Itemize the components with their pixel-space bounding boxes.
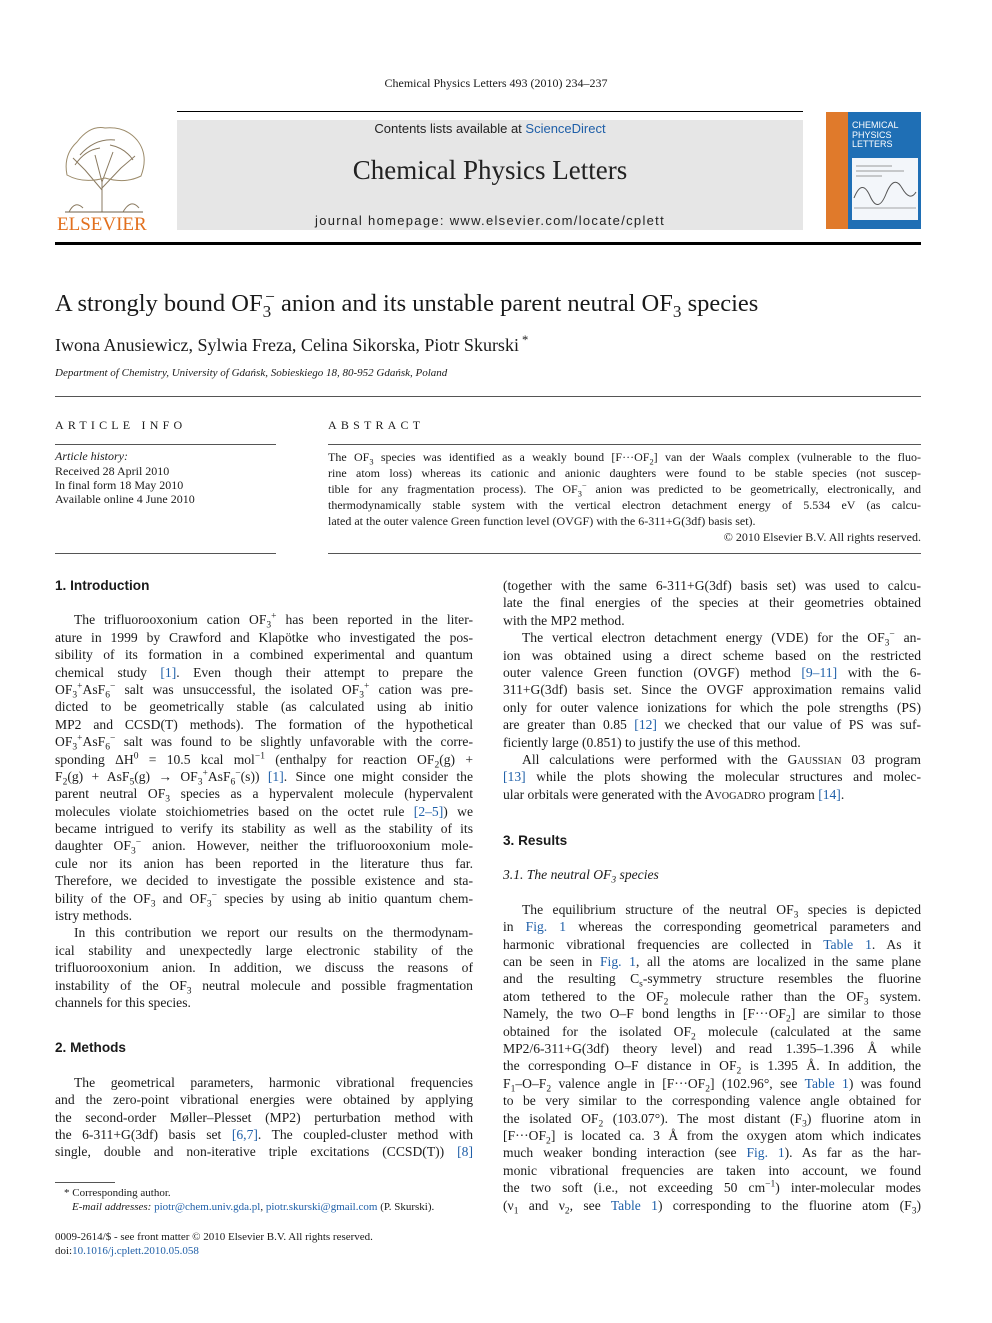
journal-title: Chemical Physics Letters xyxy=(352,155,628,185)
methods-paragraph-1 xyxy=(55,1074,473,1161)
corresponding-author-note: * Corresponding author. xyxy=(64,1187,171,1199)
left-column xyxy=(55,577,473,1161)
journal-cover xyxy=(826,112,921,229)
online-date: Available online 4 June 2010 xyxy=(55,492,195,506)
footnote-rule xyxy=(55,1182,115,1183)
intro-paragraph-1 xyxy=(55,611,473,924)
text-line: The geometrical parameters, harmonic vibrational frequencies xyxy=(74,1074,473,1090)
email-label: E-mail addresses: xyxy=(72,1201,155,1213)
article-info-bottom-rule xyxy=(55,553,276,554)
text-line: instability of the $OF_3$ neutral molecule and possible fragmentation xyxy=(55,977,473,994)
text-line: cule nor its anion has been reported in the literature thus far. xyxy=(55,855,473,871)
text-line: ficiently large (0.851) to justify the use of this method. xyxy=(503,734,801,750)
text-line: can be seen in Fig. 1, all the atoms are localized in the same plane xyxy=(503,954,921,970)
text-line: harmonic vibrational frequencies are collected in Table 1. As it xyxy=(503,936,921,952)
text-line: ular orbitals were generated with the AVOGADRO program [14]. xyxy=(503,786,845,802)
authors-text: Iwona Anusiewicz, Sylwia Freza, Celina Sikorska, Piotr Skurski xyxy=(55,335,519,355)
section-3-heading: 3. Results xyxy=(503,833,568,849)
right-column xyxy=(503,577,921,1214)
text-line: sibility of its formation in a combined experimental and quantum xyxy=(55,647,473,663)
text-line: The trifluorooxonium cation $OF_3^+$ has been reported in the liter- xyxy=(74,611,473,629)
cover-plot-icon xyxy=(852,158,918,220)
journal-citation: Chemical Physics Letters 493 (2010) 234–237 xyxy=(384,76,608,90)
text-line: (together with the same 6-311+G(3df) basis set) was used to calcu- xyxy=(503,578,921,593)
text-line: much weaker bonding interaction (see Fig. 1). As far as the har- xyxy=(503,1145,921,1161)
text-line: istry methods. xyxy=(55,908,133,924)
text-line: the second-order Møller–Plesset (MP2) perturbation method with xyxy=(55,1109,473,1125)
history-label: Article history: xyxy=(55,449,128,463)
abstract-copyright: © 2010 Elsevier B.V. All rights reserved. xyxy=(723,530,921,544)
text-line: in Fig. 1 whereas the corresponding geometrical parameters and xyxy=(503,919,921,935)
header-thick-rule xyxy=(55,242,921,245)
text-line: chemical study [1]. Even though their attempt to prepare the xyxy=(55,664,473,680)
abstract-heading: ABSTRACT xyxy=(328,418,425,432)
article-title: A strongly bound $OF_3^-$ anion and its unstable parent neutral $OF_3$ species xyxy=(55,286,759,321)
email-suffix: (P. Skurski). xyxy=(377,1201,435,1213)
email-link-2[interactable]: piotr.skurski@gmail.com xyxy=(265,1201,378,1213)
methods-paragraph-3 xyxy=(503,751,921,803)
abstract-line: rine atom loss) whereas its cationic and anionic daughters were found to be stable species (not suscep- xyxy=(328,466,921,480)
article-info-heading: ARTICLE INFO xyxy=(55,418,187,432)
text-line: All calculations were performed with the GAUSSIAN 03 program xyxy=(522,751,921,767)
text-line: monic vibrational frequencies are taken into account, we found xyxy=(503,1162,921,1178)
intro-paragraph-2 xyxy=(55,924,473,1011)
text-line: Namely, the two O–F bond lengths in $[F\cdot\cdot\cdot OF_2]$ are similar to those xyxy=(503,1006,921,1023)
cover-title: CHEMICAL PHYSICS LETTERS xyxy=(852,120,899,150)
cover-figure xyxy=(852,158,918,220)
text-line: with the MP2 method. xyxy=(503,612,625,628)
header-rule xyxy=(177,111,803,112)
abstract-line: lated at the outer valence Green function level (OVGF) with the 6-311+G(3df) basis set). xyxy=(328,514,756,528)
text-line: $F_2(g) + AsF_5(g) \to OF_3^+AsF_6^-(s)$) [1]. Since one might consider the xyxy=(55,768,473,786)
affiliation: Department of Chemistry, University of Gdańsk, Sobieskiego 18, 80-952 Gdańsk, Poland xyxy=(55,367,448,379)
text-line: daughter $OF_3^-$ anion. However, neither the trifluorooxonium mole- xyxy=(55,837,473,855)
elsevier-wordmark: ELSEVIER xyxy=(57,214,147,232)
text-line: are greater than 0.85 [12] we checked that our value of PS was suf- xyxy=(503,717,921,733)
abstract-line: tible for any fragmentation process). The $OF_3^-$ anion was predicted to be geometrically, electronically, and xyxy=(328,481,921,499)
text-line: molecules violate stoichiometries based on the octet rule [2–5]) we xyxy=(55,803,473,819)
text-line: the corresponding O–F distance in $OF_2$ is 1.395 Å. In addition, the xyxy=(503,1058,921,1075)
subsection-3-1-heading: 3.1. The neutral $OF_3$ species xyxy=(503,867,659,887)
abstract-line: The $OF_3$ species was identified as a weakly bound $[F\cdot\cdot\cdot OF_2]$ van der Waals complex (vulnerable to the fluo- xyxy=(328,450,921,467)
abstract-rule xyxy=(328,444,921,445)
text-line: channels for this species. xyxy=(55,995,191,1010)
text-line: the 6-311+G(3df) basis set [6,7]. The coupled-cluster method with xyxy=(55,1126,473,1142)
text-line: trifluorooxonium anion. In addition, we discuss the reasons of xyxy=(55,960,473,976)
email-note: E-mail addresses: piotr@chem.univ.gda.pl, piotr.skurski@gmail.com (P. Skurski). xyxy=(72,1201,435,1213)
contents-line xyxy=(177,121,803,136)
sciencedirect-link[interactable]: ScienceDirect xyxy=(525,121,606,136)
methods-paragraph-2 xyxy=(503,629,921,751)
text-line: and the resulting $C_s$-symmetry structure resembles the fluorine xyxy=(503,971,921,988)
text-line: single, double and non-iterative triple excitations (CCSD(T)) [8] xyxy=(55,1144,473,1160)
text-line: ($\nu_1$ and $\nu_2$, see Table 1) corresponding to the fluorine atom $(F_3)$ xyxy=(503,1197,921,1214)
text-line: 311+G(3df) basis set. Since the OVGF approximation remains valid xyxy=(503,682,921,698)
text-line: bility of the $OF_3$ and $OF_3^-$ species by using ab initio quantum chem- xyxy=(55,890,473,908)
doi-line xyxy=(55,1245,199,1257)
text-line: $OF_3^+AsF_6^-$ salt was found to be slightly unfavorable with the corre- xyxy=(55,733,473,751)
text-line: the two soft (i.e., not exceeding 50 $cm^{-1}$) inter-molecular modes xyxy=(503,1179,921,1196)
text-line: atom tethered to the $OF_2$ molecule rather than the $OF_3$ system. xyxy=(503,988,921,1006)
article-info-rule xyxy=(55,444,276,445)
revised-date: In final form 18 May 2010 xyxy=(55,478,184,492)
text-line: $F_1-O-F_2$ valence angle in $[F\cdot\cdot\cdot OF_2]$ (102.96°, see Table 1) was found xyxy=(503,1075,921,1093)
text-line: ature in 1999 by Crawford and Klapötke who investigated the pos- xyxy=(55,629,473,645)
abstract-bottom-rule xyxy=(328,553,921,554)
abstract-line: thermodynamically stable system with the vertical electron detachment energy of 5.534 eV (as calcu- xyxy=(328,498,921,512)
text-line: $OF_3^+AsF_6^-$ salt was unsuccessful, the isolated $OF_3^+$ cation was pre- xyxy=(55,681,473,699)
text-line: [13] while the plots showing the molecular structures and molec- xyxy=(503,769,921,785)
corresponding-mark[interactable]: * xyxy=(521,333,529,347)
methods-paragraph-cont xyxy=(503,577,921,629)
text-line: obtained for the isolated $OF_2$ molecule (calculated at the same xyxy=(503,1023,921,1041)
doi-link[interactable]: 10.1016/j.cplett.2010.05.058 xyxy=(72,1245,199,1257)
issn-line: 0009-2614/$ - see front matter © 2010 Elsevier B.V. All rights reserved. xyxy=(55,1231,373,1243)
elsevier-logo xyxy=(55,120,153,232)
text-line: MP2/6-311+G(3df) theory level) and read 1.395–1.396 Å while xyxy=(503,1041,921,1057)
text-line: The equilibrium structure of the neutral $OF_3$ species is depicted xyxy=(522,901,921,919)
text-line: to be very similar to the corresponding valence angle obtained for xyxy=(503,1093,921,1109)
text-line: only for outer valence ionizations for which the pole strengths (PS) xyxy=(503,699,921,715)
text-line: the isolated $OF_2$ (103.07°). The most distant $(F_3)$ fluorine atom in xyxy=(503,1110,921,1127)
title-rule xyxy=(55,396,921,397)
text-line: late the final energies of the species at their geometries obtained xyxy=(503,595,921,611)
text-line: MP2 and CCSD(T) methods). The formation of the hypothetical xyxy=(55,716,473,732)
received-date: Received 28 April 2010 xyxy=(55,464,170,478)
cover-stripe xyxy=(826,112,848,229)
doi-prefix: doi: xyxy=(55,1245,73,1257)
contents-prefix: Contents lists available at xyxy=(374,121,526,136)
text-line: $[F\cdot\cdot\cdot OF_2]$ is located ca. 3 Å from the oxygen atom which indicates xyxy=(503,1127,921,1145)
text-line: ion was obtained using a direct scheme based on the restricted xyxy=(503,647,921,663)
text-line: and the zero-point vibrational energies were obtained by applying xyxy=(55,1092,473,1108)
section-2-heading: 2. Methods xyxy=(55,1040,126,1056)
text-line: The vertical electron detachment energy (VDE) for the $OF_3^-$ an- xyxy=(522,629,921,647)
journal-homepage[interactable]: journal homepage: www.elsevier.com/locate/cplett xyxy=(315,213,665,228)
author-list xyxy=(55,335,528,356)
text-line: dicted to be geometrically stable (as calculated using ab initio xyxy=(55,699,473,715)
text-line: sponding $\Delta H^0 = 10.5$ kcal mol$^{-1}$ (enthalpy for reaction $OF_2(g)$ + xyxy=(55,751,473,768)
email-link-1[interactable]: piotr@chem.univ.gda.pl xyxy=(154,1201,261,1213)
elsevier-tree-icon xyxy=(55,120,153,232)
text-line: In this contribution we report our results on the thermodynam- xyxy=(74,925,473,941)
text-line: Therefore, we decided to investigate the possible existence and sta- xyxy=(55,873,473,889)
section-1-heading: 1. Introduction xyxy=(55,578,150,593)
results-paragraph-1 xyxy=(503,901,921,1214)
text-line: ical stability and unexpectedly large electronic stability of the xyxy=(55,942,473,958)
text-line: became intrigued to verify its stability as well as the stability of its xyxy=(55,821,473,837)
text-line: outer valence Green function (OVGF) method [9–11] with the 6- xyxy=(503,664,921,680)
text-line: parent neutral $OF_3$ species as a hypervalent molecule (hypervalent xyxy=(55,786,473,803)
